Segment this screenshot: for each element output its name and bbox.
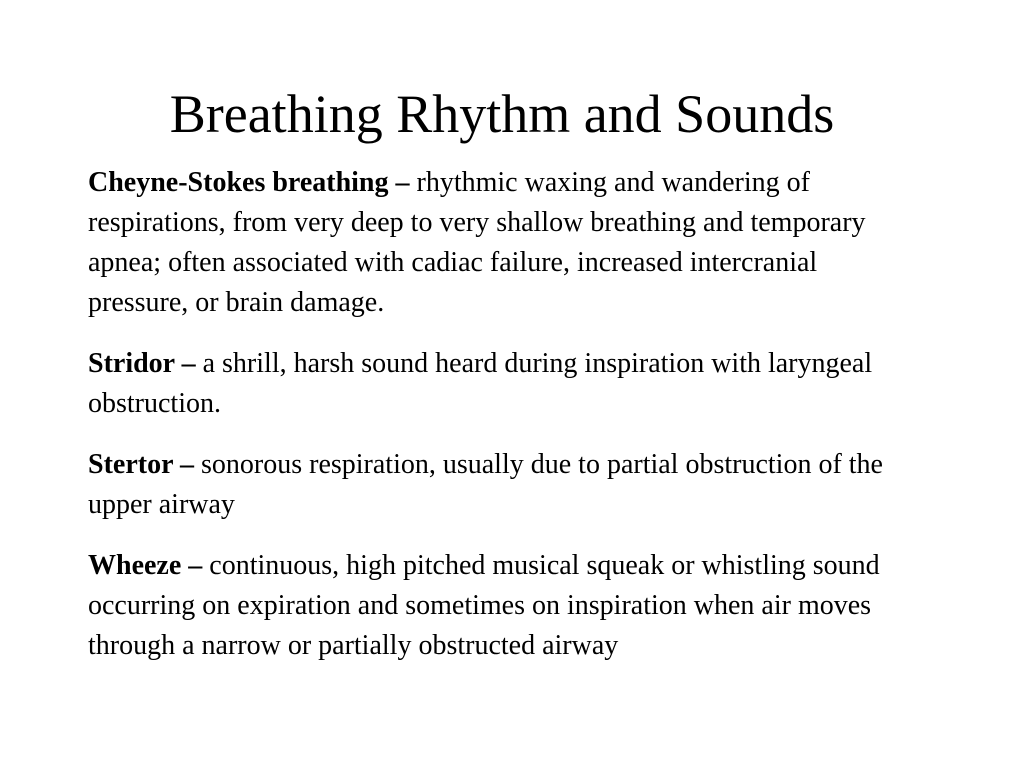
definition-wheeze	[88, 546, 918, 666]
term-definition: sonorous respiration, usually due to partial obstruction of the upper airway	[88, 449, 883, 520]
term-name: Stridor –	[88, 348, 203, 379]
definition-cheyne-stokes	[88, 163, 918, 323]
definition-list	[88, 163, 918, 687]
slide-title: Breathing Rhythm and Sounds	[169, 84, 835, 144]
term-definition: a shrill, harsh sound heard during inspiration with laryngeal obstruction.	[88, 348, 873, 419]
term-definition: continuous, high pitched musical squeak or whistling sound occurring on expiration and sometimes on inspiration when air moves through a narrow or partially obstructed airway	[88, 550, 880, 661]
definition-stridor	[88, 344, 918, 424]
definition-stertor	[88, 445, 918, 525]
term-name: Stertor –	[88, 449, 201, 480]
term-name: Cheyne-Stokes breathing –	[88, 167, 417, 198]
term-definition: rhythmic waxing and wandering of respirations, from very deep to very shallow breathing and temporary apnea; often associated with cadiac failure, increased intercranial pressure, or brain damage.	[88, 167, 866, 318]
term-name: Wheeze –	[88, 550, 210, 581]
